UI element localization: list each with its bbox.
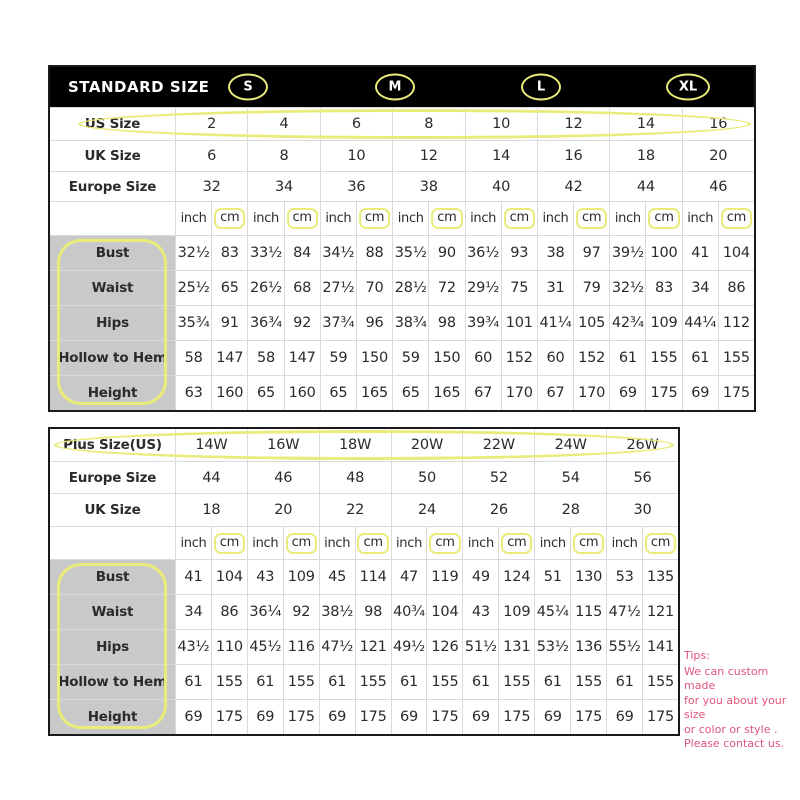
units-empty-cell bbox=[50, 202, 175, 235]
table-cell: 12 bbox=[537, 108, 609, 140]
plus-waist-label: Waist bbox=[50, 595, 175, 629]
table-cell: 61 bbox=[682, 341, 718, 375]
table-cell: 112 bbox=[718, 306, 754, 340]
table-cell: 175 bbox=[355, 700, 391, 734]
table-cell: 59 bbox=[392, 341, 428, 375]
table-cell: 18 bbox=[175, 494, 247, 526]
plus-bust-label: Bust bbox=[50, 560, 175, 594]
table-cell: 41 bbox=[175, 560, 211, 594]
table-cell: 42 bbox=[537, 172, 609, 201]
table-cell: 72 bbox=[428, 271, 464, 305]
unit-cm-cell bbox=[211, 202, 247, 235]
table-cell: 109 bbox=[498, 595, 534, 629]
table-cell: 43 bbox=[247, 560, 283, 594]
unit-cm-cell bbox=[283, 527, 319, 559]
size-badge-m: M bbox=[375, 74, 415, 101]
table-cell: 58 bbox=[247, 341, 283, 375]
table-cell: 61 bbox=[534, 665, 570, 699]
table-cell: 14 bbox=[465, 141, 537, 171]
unit-inch-cell: inch bbox=[247, 202, 283, 235]
table-cell: 36½ bbox=[465, 236, 501, 270]
table-cell: 119 bbox=[426, 560, 462, 594]
table-cell: 170 bbox=[501, 376, 537, 410]
plus-hips-label: Hips bbox=[50, 630, 175, 664]
table-cell: 10 bbox=[320, 141, 392, 171]
unit-cm-cell bbox=[356, 202, 392, 235]
table-cell: 98 bbox=[428, 306, 464, 340]
tips-title: Tips: bbox=[684, 649, 710, 662]
table-cell: 150 bbox=[428, 341, 464, 375]
hollow-to-hem-label: Hollow to Hem bbox=[50, 341, 175, 375]
table-cell: 155 bbox=[642, 665, 678, 699]
cm-highlight-box: cm bbox=[214, 208, 245, 229]
plus-europe-size-row bbox=[50, 461, 678, 493]
cm-highlight-box: cm bbox=[359, 208, 390, 229]
unit-inch-cell: inch bbox=[391, 527, 427, 559]
table-cell: 61 bbox=[391, 665, 427, 699]
table-cell: 67 bbox=[465, 376, 501, 410]
table-cell: 115 bbox=[570, 595, 606, 629]
table-cell: 18 bbox=[609, 141, 681, 171]
tips-line: We can custom made bbox=[684, 664, 769, 692]
table-cell: 170 bbox=[573, 376, 609, 410]
unit-cm-cell bbox=[355, 527, 391, 559]
unit-cm-cell bbox=[718, 202, 754, 235]
table-cell: 37¾ bbox=[320, 306, 356, 340]
waist-row bbox=[50, 270, 754, 305]
table-cell: 30 bbox=[606, 494, 678, 526]
table-cell: 150 bbox=[356, 341, 392, 375]
table-cell: 44 bbox=[609, 172, 681, 201]
table-cell: 160 bbox=[211, 376, 247, 410]
table-cell: 36¼ bbox=[247, 595, 283, 629]
table-cell: 75 bbox=[501, 271, 537, 305]
table-cell: 32½ bbox=[609, 271, 645, 305]
table-cell: 69 bbox=[319, 700, 355, 734]
table-cell: 69 bbox=[606, 700, 642, 734]
unit-cm-cell bbox=[284, 202, 320, 235]
europe-size-label: Europe Size bbox=[68, 178, 157, 195]
waist-label: Waist bbox=[50, 271, 175, 305]
unit-inch-cell: inch bbox=[319, 527, 355, 559]
table-cell: 114 bbox=[355, 560, 391, 594]
unit-cm-cell bbox=[426, 527, 462, 559]
table-cell: 35½ bbox=[392, 236, 428, 270]
cm-highlight-box: cm bbox=[501, 533, 532, 554]
plus-hips-row bbox=[50, 629, 678, 664]
cm-highlight-box: cm bbox=[573, 533, 604, 554]
table-cell: 55½ bbox=[606, 630, 642, 664]
table-cell: 47½ bbox=[606, 595, 642, 629]
table-cell: 45¼ bbox=[534, 595, 570, 629]
table-cell: 175 bbox=[642, 700, 678, 734]
table-cell: 8 bbox=[392, 108, 464, 140]
table-cell: 69 bbox=[247, 700, 283, 734]
table-cell: 83 bbox=[211, 236, 247, 270]
table-cell: 35¾ bbox=[175, 306, 211, 340]
table-cell: 43½ bbox=[175, 630, 211, 664]
table-cell: 109 bbox=[645, 306, 681, 340]
standard-size-title: STANDARD SIZE bbox=[68, 78, 210, 96]
table-cell: 116 bbox=[283, 630, 319, 664]
table-cell: 34 bbox=[682, 271, 718, 305]
table-cell: 155 bbox=[498, 665, 534, 699]
us-size-row bbox=[50, 107, 754, 140]
plus-uk-size-label: UK Size bbox=[84, 502, 141, 518]
table-cell: 69 bbox=[175, 700, 211, 734]
table-cell: 104 bbox=[426, 595, 462, 629]
table-cell: 175 bbox=[283, 700, 319, 734]
table-cell: 155 bbox=[283, 665, 319, 699]
table-cell: 14 bbox=[609, 108, 681, 140]
table-cell: 25½ bbox=[175, 271, 211, 305]
table-cell: 175 bbox=[645, 376, 681, 410]
height-row bbox=[50, 375, 754, 410]
table-cell: 60 bbox=[537, 341, 573, 375]
table-cell: 91 bbox=[211, 306, 247, 340]
table-cell: 86 bbox=[718, 271, 754, 305]
table-cell: 65 bbox=[392, 376, 428, 410]
table-cell: 155 bbox=[645, 341, 681, 375]
unit-inch-cell: inch bbox=[537, 202, 573, 235]
plus-bust-row bbox=[50, 559, 678, 594]
table-cell: 69 bbox=[609, 376, 645, 410]
table-cell: 92 bbox=[283, 595, 319, 629]
table-cell: 165 bbox=[428, 376, 464, 410]
table-cell: 69 bbox=[391, 700, 427, 734]
plus-hollow-to-hem-row bbox=[50, 664, 678, 699]
tips-line: for you about your size bbox=[684, 693, 787, 721]
table-cell: 155 bbox=[355, 665, 391, 699]
table-cell: 45 bbox=[319, 560, 355, 594]
hollow-to-hem-row bbox=[50, 340, 754, 375]
height-label: Height bbox=[50, 376, 175, 410]
table-cell: 51 bbox=[534, 560, 570, 594]
table-cell: 33½ bbox=[247, 236, 283, 270]
table-cell: 34½ bbox=[320, 236, 356, 270]
table-cell: 32 bbox=[175, 172, 247, 201]
table-cell: 69 bbox=[462, 700, 498, 734]
table-cell: 65 bbox=[320, 376, 356, 410]
table-cell: 20W bbox=[391, 429, 463, 461]
table-cell: 36 bbox=[320, 172, 392, 201]
table-cell: 160 bbox=[284, 376, 320, 410]
unit-inch-cell: inch bbox=[392, 202, 428, 235]
table-cell: 41¼ bbox=[537, 306, 573, 340]
table-cell: 24W bbox=[534, 429, 606, 461]
unit-inch-cell: inch bbox=[609, 202, 645, 235]
plus-europe-size-label: Europe Size bbox=[68, 469, 157, 486]
unit-inch-cell: inch bbox=[682, 202, 718, 235]
unit-inch-cell: inch bbox=[465, 202, 501, 235]
plus-units-empty-cell bbox=[50, 527, 175, 559]
table-cell: 53 bbox=[606, 560, 642, 594]
table-cell: 175 bbox=[570, 700, 606, 734]
standard-size-table bbox=[48, 65, 756, 412]
table-cell: 61 bbox=[609, 341, 645, 375]
units-row bbox=[50, 201, 754, 235]
table-cell: 60 bbox=[465, 341, 501, 375]
table-cell: 45½ bbox=[247, 630, 283, 664]
table-cell: 126 bbox=[426, 630, 462, 664]
table-cell: 152 bbox=[573, 341, 609, 375]
table-cell: 54 bbox=[534, 462, 606, 493]
table-cell: 22W bbox=[462, 429, 534, 461]
unit-cm-cell bbox=[573, 202, 609, 235]
table-cell: 49½ bbox=[391, 630, 427, 664]
table-cell: 47½ bbox=[319, 630, 355, 664]
table-cell: 38½ bbox=[319, 595, 355, 629]
unit-inch-cell: inch bbox=[534, 527, 570, 559]
table-cell: 41 bbox=[682, 236, 718, 270]
table-cell: 43 bbox=[462, 595, 498, 629]
table-cell: 67 bbox=[537, 376, 573, 410]
table-cell: 104 bbox=[718, 236, 754, 270]
table-cell: 147 bbox=[211, 341, 247, 375]
us-size-label: US Size bbox=[84, 116, 141, 132]
table-cell: 79 bbox=[573, 271, 609, 305]
table-cell: 8 bbox=[247, 141, 319, 171]
tips-line: Please contact us. bbox=[684, 737, 785, 750]
table-cell: 18W bbox=[319, 429, 391, 461]
table-cell: 31 bbox=[537, 271, 573, 305]
plus-height-row bbox=[50, 699, 678, 734]
plus-hollow-to-hem-label: Hollow to Hem bbox=[50, 665, 175, 699]
table-cell: 46 bbox=[247, 462, 319, 493]
hips-label: Hips bbox=[50, 306, 175, 340]
table-cell: 61 bbox=[247, 665, 283, 699]
table-cell: 175 bbox=[718, 376, 754, 410]
table-cell: 56 bbox=[606, 462, 678, 493]
table-cell: 26W bbox=[606, 429, 678, 461]
table-cell: 28½ bbox=[392, 271, 428, 305]
cm-highlight-box: cm bbox=[645, 533, 676, 554]
size-badge-s: S bbox=[228, 74, 268, 101]
table-cell: 136 bbox=[570, 630, 606, 664]
table-cell: 4 bbox=[247, 108, 319, 140]
table-cell: 93 bbox=[501, 236, 537, 270]
table-cell: 27½ bbox=[320, 271, 356, 305]
table-cell: 46 bbox=[682, 172, 754, 201]
table-cell: 175 bbox=[498, 700, 534, 734]
unit-cm-cell bbox=[428, 202, 464, 235]
table-cell: 44¼ bbox=[682, 306, 718, 340]
table-cell: 90 bbox=[428, 236, 464, 270]
table-cell: 40 bbox=[465, 172, 537, 201]
cm-highlight-box: cm bbox=[576, 208, 607, 229]
table-cell: 39½ bbox=[609, 236, 645, 270]
table-cell: 26 bbox=[462, 494, 534, 526]
table-cell: 130 bbox=[570, 560, 606, 594]
cm-highlight-box: cm bbox=[648, 208, 679, 229]
table-cell: 36¾ bbox=[247, 306, 283, 340]
bust-row bbox=[50, 235, 754, 270]
table-cell: 121 bbox=[355, 630, 391, 664]
table-cell: 49 bbox=[462, 560, 498, 594]
table-cell: 83 bbox=[645, 271, 681, 305]
table-cell: 58 bbox=[175, 341, 211, 375]
plus-size-label: Plus Size(US) bbox=[63, 437, 162, 453]
table-cell: 155 bbox=[718, 341, 754, 375]
table-cell: 155 bbox=[426, 665, 462, 699]
unit-inch-cell: inch bbox=[462, 527, 498, 559]
cm-highlight-box: cm bbox=[431, 208, 462, 229]
unit-cm-cell bbox=[498, 527, 534, 559]
table-cell: 63 bbox=[175, 376, 211, 410]
table-cell: 104 bbox=[211, 560, 247, 594]
table-cell: 16W bbox=[247, 429, 319, 461]
plus-units-row bbox=[50, 526, 678, 559]
table-cell: 110 bbox=[211, 630, 247, 664]
table-cell: 42¾ bbox=[609, 306, 645, 340]
table-cell: 61 bbox=[606, 665, 642, 699]
table-cell: 65 bbox=[211, 271, 247, 305]
table-cell: 12 bbox=[392, 141, 464, 171]
cm-highlight-box: cm bbox=[287, 208, 318, 229]
table-cell: 10 bbox=[465, 108, 537, 140]
table-cell: 98 bbox=[355, 595, 391, 629]
unit-cm-cell bbox=[645, 202, 681, 235]
table-cell: 38¾ bbox=[392, 306, 428, 340]
table-cell: 38 bbox=[537, 236, 573, 270]
table-cell: 6 bbox=[175, 141, 247, 171]
table-cell: 48 bbox=[319, 462, 391, 493]
table-cell: 88 bbox=[356, 236, 392, 270]
unit-inch-cell: inch bbox=[247, 527, 283, 559]
table-cell: 86 bbox=[211, 595, 247, 629]
table-cell: 50 bbox=[391, 462, 463, 493]
cm-highlight-box: cm bbox=[357, 533, 388, 554]
table-cell: 165 bbox=[356, 376, 392, 410]
table-cell: 53½ bbox=[534, 630, 570, 664]
unit-cm-cell bbox=[501, 202, 537, 235]
unit-inch-cell: inch bbox=[175, 202, 211, 235]
table-cell: 51½ bbox=[462, 630, 498, 664]
table-cell: 147 bbox=[284, 341, 320, 375]
table-cell: 70 bbox=[356, 271, 392, 305]
cm-highlight-box: cm bbox=[721, 208, 752, 229]
plus-size-table bbox=[48, 427, 680, 736]
table-cell: 141 bbox=[642, 630, 678, 664]
bust-label: Bust bbox=[50, 236, 175, 270]
table-cell: 16 bbox=[682, 108, 754, 140]
tips-note bbox=[684, 649, 796, 752]
table-cell: 61 bbox=[319, 665, 355, 699]
europe-size-row bbox=[50, 171, 754, 201]
uk-size-row bbox=[50, 140, 754, 171]
table-cell: 61 bbox=[175, 665, 211, 699]
table-cell: 28 bbox=[534, 494, 606, 526]
cm-highlight-box: cm bbox=[214, 533, 245, 554]
unit-cm-cell bbox=[211, 527, 247, 559]
cm-highlight-box: cm bbox=[429, 533, 460, 554]
plus-waist-row bbox=[50, 594, 678, 629]
table-cell: 59 bbox=[320, 341, 356, 375]
table-cell: 20 bbox=[682, 141, 754, 171]
table-cell: 135 bbox=[642, 560, 678, 594]
table-cell: 92 bbox=[284, 306, 320, 340]
table-cell: 84 bbox=[284, 236, 320, 270]
table-cell: 26½ bbox=[247, 271, 283, 305]
tips-line: or color or style . bbox=[684, 722, 778, 736]
table-cell: 38 bbox=[392, 172, 464, 201]
plus-uk-size-row bbox=[50, 493, 678, 526]
table-cell: 69 bbox=[534, 700, 570, 734]
table-cell: 52 bbox=[462, 462, 534, 493]
table-cell: 2 bbox=[175, 108, 247, 140]
table-cell: 34 bbox=[247, 172, 319, 201]
table-cell: 44 bbox=[175, 462, 247, 493]
table-cell: 105 bbox=[573, 306, 609, 340]
unit-inch-cell: inch bbox=[175, 527, 211, 559]
table-cell: 101 bbox=[501, 306, 537, 340]
unit-cm-cell bbox=[570, 527, 606, 559]
unit-inch-cell: inch bbox=[320, 202, 356, 235]
table-cell: 68 bbox=[284, 271, 320, 305]
table-cell: 6 bbox=[320, 108, 392, 140]
table-cell: 20 bbox=[247, 494, 319, 526]
unit-inch-cell: inch bbox=[606, 527, 642, 559]
table-cell: 155 bbox=[211, 665, 247, 699]
plus-height-label: Height bbox=[50, 700, 175, 734]
table-cell: 29½ bbox=[465, 271, 501, 305]
table-cell: 22 bbox=[319, 494, 391, 526]
size-badge-l: L bbox=[521, 74, 561, 101]
table-cell: 109 bbox=[283, 560, 319, 594]
size-badge-xl: XL bbox=[666, 74, 710, 101]
unit-cm-cell bbox=[642, 527, 678, 559]
cm-highlight-box: cm bbox=[504, 208, 535, 229]
table-cell: 14W bbox=[175, 429, 247, 461]
table-cell: 100 bbox=[645, 236, 681, 270]
table-cell: 121 bbox=[642, 595, 678, 629]
plus-size-row bbox=[50, 429, 678, 461]
table-cell: 16 bbox=[537, 141, 609, 171]
table-cell: 131 bbox=[498, 630, 534, 664]
standard-size-header-bar bbox=[50, 67, 754, 107]
uk-size-label: UK Size bbox=[84, 148, 141, 164]
table-cell: 97 bbox=[573, 236, 609, 270]
table-cell: 65 bbox=[247, 376, 283, 410]
table-cell: 39¾ bbox=[465, 306, 501, 340]
table-cell: 175 bbox=[426, 700, 462, 734]
table-cell: 152 bbox=[501, 341, 537, 375]
table-cell: 34 bbox=[175, 595, 211, 629]
table-cell: 175 bbox=[211, 700, 247, 734]
table-cell: 155 bbox=[570, 665, 606, 699]
table-cell: 96 bbox=[356, 306, 392, 340]
cm-highlight-box: cm bbox=[286, 533, 317, 554]
table-cell: 24 bbox=[391, 494, 463, 526]
table-cell: 40¾ bbox=[391, 595, 427, 629]
table-cell: 61 bbox=[462, 665, 498, 699]
hips-row bbox=[50, 305, 754, 340]
table-cell: 69 bbox=[682, 376, 718, 410]
table-cell: 47 bbox=[391, 560, 427, 594]
table-cell: 32½ bbox=[175, 236, 211, 270]
table-cell: 124 bbox=[498, 560, 534, 594]
